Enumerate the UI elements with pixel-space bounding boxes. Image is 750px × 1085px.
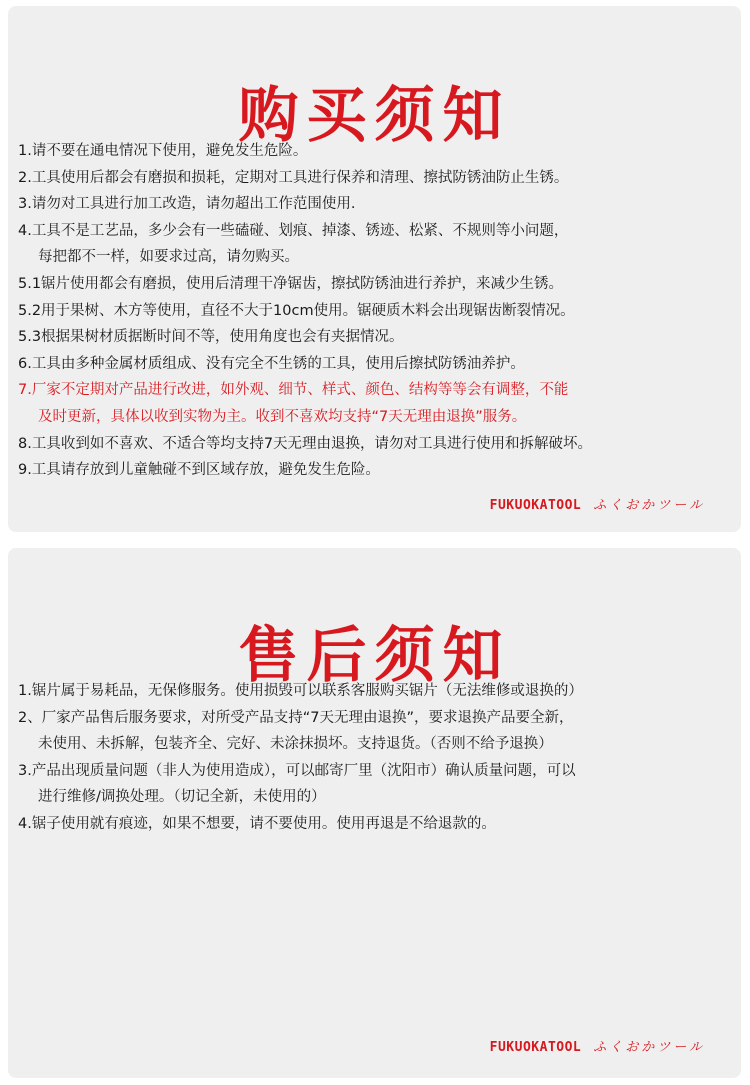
- purchase-rules-list: [18, 138, 733, 484]
- rule-text: 5.3根据果树材质据断时间不等，使用角度也会有夹据情况。: [18, 329, 404, 346]
- purchase-notice-title: 购买须知: [238, 81, 511, 152]
- brand-signature: [490, 1036, 705, 1055]
- aftersale-rule-1: [18, 678, 733, 705]
- purchase-rule-5-3: [18, 324, 733, 351]
- purchase-rule-8: [18, 431, 733, 458]
- rule-text: 5.2用于果树、木方等使用，直径不大于10cm使用。锯硬质木料会出现锯齿断裂情况。: [18, 302, 575, 319]
- aftersale-notice-panel: [8, 548, 741, 1078]
- rule-text-continued: 进行维修/调换处理。（切记全新，未使用的）: [38, 789, 326, 806]
- purchase-rule-1: [18, 138, 733, 165]
- purchase-rule-6: [18, 351, 733, 378]
- purchase-rule-5-1: [18, 271, 733, 298]
- rule-text: 4.工具不是工艺品，多少会有一些磕碰、划痕、掉漆、锈迹、松紧、不规则等小问题，: [18, 222, 569, 239]
- rule-text: 8.工具收到如不喜欢、不适合等均支持7天无理由退换，请勿对工具进行使用和拆解破坏。: [18, 435, 593, 452]
- rule-text: 5.1锯片使用都会有磨损，使用后清理干净锯齿，擦拭防锈油进行养护，来减少生锈。: [18, 275, 564, 292]
- rule-text-continued: 及时更新，具体以收到实物为主。收到不喜欢均支持“7天无理由退换”服务。: [38, 408, 527, 425]
- rule-text: 9.工具请存放到儿童触碰不到区域存放，避免发生危险。: [18, 462, 380, 479]
- rule-text-continued: 每把都不一样，如要求过高，请勿购买。: [38, 249, 299, 266]
- aftersale-rule-2: [18, 705, 733, 758]
- purchase-rule-9: [18, 457, 733, 484]
- purchase-rule-7-highlighted: [18, 377, 733, 430]
- rule-text: 4.锯子使用就有痕迹，如果不想要，请不要使用。使用再退是不给退款的。: [18, 815, 496, 832]
- brand-name-jp: ふくおかツール: [593, 1040, 705, 1055]
- purchase-rule-4: [18, 218, 733, 271]
- rule-text: 1.锯片属于易耗品，无保修服务。使用损毁可以联系客服购买锯片（无法维修或退换的）: [18, 683, 583, 699]
- rule-text: 3.产品出现质量问题（非人为使用造成），可以邮寄厂里（沈阳市）确认质量问题，可以: [18, 762, 576, 779]
- aftersale-rule-3: [18, 758, 733, 811]
- rule-text: 2、厂家产品售后服务要求，对所受产品支持“7天无理由退换”，要求退换产品要全新，: [18, 709, 574, 726]
- purchase-notice-panel: [8, 6, 741, 532]
- rule-text: 7.厂家不定期对产品进行改进，如外观、细节、样式、颜色、结构等等会有调整，不能: [18, 382, 569, 399]
- brand-signature: [490, 494, 705, 513]
- purchase-rule-2: [18, 165, 733, 192]
- brand-name-en: FUKUOKATOOL: [489, 498, 582, 513]
- purchase-rule-5-2: [18, 298, 733, 325]
- rule-text: 1.请不要在通电情况下使用，避免发生危险。: [18, 143, 308, 159]
- aftersale-rule-4: [18, 811, 733, 838]
- brand-name-en: FUKUOKATOOL: [489, 1040, 582, 1055]
- aftersale-notice-title: 售后须知: [238, 621, 511, 692]
- rule-text: 2.工具使用后都会有磨损和损耗，定期对工具进行保养和清理、擦拭防锈油防止生锈。: [18, 169, 569, 186]
- rule-text: 6.工具由多种金属材质组成、没有完全不生锈的工具，使用后擦拭防锈油养护。: [18, 355, 525, 372]
- rule-text-continued: 未使用、未拆解，包装齐全、完好、未涂抹损坏。支持退货。（否则不给予退换）: [38, 736, 553, 753]
- purchase-rule-3: [18, 191, 733, 218]
- aftersale-rules-list: [18, 678, 733, 838]
- rule-text: 3.请勿对工具进行加工改造，请勿超出工作范围使用.: [18, 196, 356, 213]
- brand-name-jp: ふくおかツール: [593, 498, 705, 513]
